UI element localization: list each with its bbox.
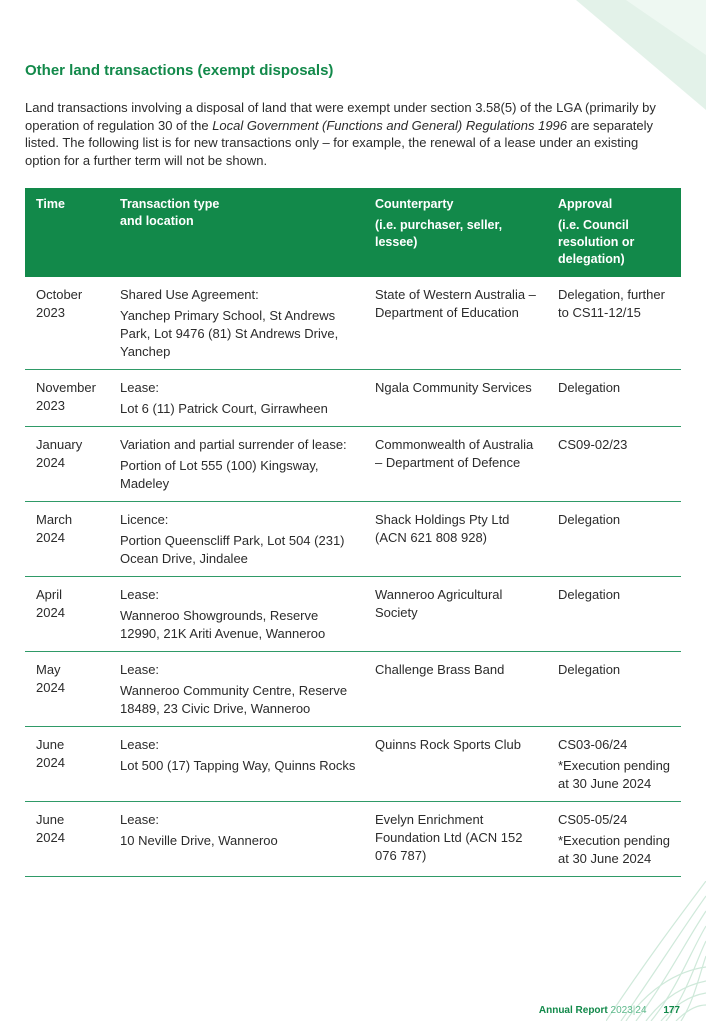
transaction-type: Lease: [120, 380, 160, 395]
time-month: November [36, 380, 96, 395]
cell-counterparty [364, 502, 547, 577]
cell-counterparty [364, 577, 547, 652]
counterparty-name: Wanneroo Agricultural Society [375, 587, 503, 620]
page-footer [539, 1005, 680, 1016]
cell-approval [547, 502, 681, 577]
header-transaction-type: Transaction type and location [120, 197, 220, 228]
exempt-disposals-table [25, 188, 681, 877]
cell-transaction [109, 277, 364, 370]
cell-counterparty [364, 370, 547, 427]
transaction-location: Wanneroo Community Centre, Reserve 18489, 23 Civic Drive, Wanneroo [120, 683, 348, 716]
table-row [25, 277, 681, 370]
cell-time [25, 727, 109, 802]
time-month: January [36, 437, 83, 452]
counterparty-name: Commonwealth of Australia – Department of Defence [375, 437, 534, 470]
transaction-location: Portion Queenscliff Park, Lot 504 (231) Ocean Drive, Jindalee [120, 533, 345, 566]
transaction-location: Yanchep Primary School, St Andrews Park, Lot 9476 (81) St Andrews Drive, Yanchep [120, 308, 339, 359]
intro-paragraph [25, 99, 675, 169]
footer-year-b: 24 [635, 1005, 647, 1016]
transaction-type: Licence: [120, 512, 169, 527]
transaction-location: 10 Neville Drive, Wanneroo [120, 833, 278, 848]
cell-time [25, 502, 109, 577]
cell-transaction [109, 502, 364, 577]
transaction-type: Shared Use Agreement: [120, 287, 259, 302]
cell-transaction [109, 652, 364, 727]
cell-time [25, 577, 109, 652]
table-row [25, 427, 681, 502]
counterparty-name: State of Western Australia – Department of Education [375, 287, 536, 320]
cell-approval [547, 427, 681, 502]
cell-transaction [109, 727, 364, 802]
approval-ref: Delegation [558, 512, 621, 527]
table-header-row [25, 188, 681, 277]
table-row [25, 652, 681, 727]
approval-ref: Delegation [558, 587, 621, 602]
header-counterparty: Counterparty (i.e. purchaser, seller, lessee) [375, 197, 503, 249]
section-title: Other land transactions (exempt disposals) [25, 62, 334, 79]
counterparty-name: Ngala Community Services [375, 380, 532, 395]
transaction-type: Lease: [120, 812, 160, 827]
table-row [25, 802, 681, 877]
footer-year-a: 2023 [610, 1005, 633, 1016]
cell-time [25, 277, 109, 370]
cell-time [25, 370, 109, 427]
intro-text-part2: are separately listed. The following list is for new transactions only – for example, the renewal of a lease under an existing option for a further term will not be shown. [25, 117, 654, 168]
table-row [25, 370, 681, 427]
cell-approval [547, 277, 681, 370]
cell-counterparty [364, 727, 547, 802]
transaction-location: Wanneroo Showgrounds, Reserve 12990, 21K Ariti Avenue, Wanneroo [120, 608, 326, 641]
transaction-type: Lease: [120, 662, 160, 677]
cell-counterparty [364, 427, 547, 502]
cell-approval [547, 652, 681, 727]
intro-text-part1: Land transactions involving a disposal of land that were exempt under section 3.58(5) of the LGA (primarily by operation of regulation 30 of the [25, 100, 656, 133]
cell-counterparty [364, 277, 547, 370]
cell-approval [547, 802, 681, 877]
transaction-location: Lot 6 (11) Patrick Court, Girrawheen [120, 401, 328, 416]
transaction-type: Lease: [120, 587, 160, 602]
table-row [25, 727, 681, 802]
time-year: 2024 [36, 830, 65, 845]
counterparty-name: Evelyn Enrichment Foundation Ltd (ACN 152 076 787) [375, 812, 523, 863]
time-month: June [36, 737, 65, 752]
header-time: Time [36, 197, 65, 211]
transaction-location: Lot 500 (17) Tapping Way, Quinns Rocks [120, 758, 356, 773]
time-month: April [36, 587, 63, 602]
cell-time [25, 802, 109, 877]
approval-ref: CS03-06/24 [558, 737, 628, 752]
cell-approval [547, 370, 681, 427]
footer-label: Annual Report [538, 1005, 608, 1016]
approval-ref: CS05-05/24 [558, 812, 628, 827]
corner-decoration-top [556, 0, 706, 110]
approval-ref: Delegation [558, 380, 621, 395]
approval-ref: CS09-02/23 [558, 437, 628, 452]
cell-transaction [109, 370, 364, 427]
time-year: 2024 [36, 530, 65, 545]
cell-transaction [109, 802, 364, 877]
cell-approval [547, 577, 681, 652]
header-approval: Approval (i.e. Council resolution or delegation) [558, 197, 635, 266]
cell-transaction [109, 427, 364, 502]
time-month: October [36, 287, 83, 302]
time-month: March [36, 512, 73, 527]
table-body [25, 277, 681, 877]
table-row [25, 577, 681, 652]
time-year: 2023 [36, 305, 65, 320]
approval-note: *Execution pending at 30 June 2024 [558, 833, 671, 866]
transaction-type: Lease: [120, 737, 160, 752]
time-month: May [36, 662, 61, 677]
cell-counterparty [364, 802, 547, 877]
table-row [25, 502, 681, 577]
cell-counterparty [364, 652, 547, 727]
cell-time [25, 652, 109, 727]
transaction-type: Variation and partial surrender of lease: [120, 437, 347, 452]
counterparty-name: Quinns Rock Sports Club [375, 737, 521, 752]
corner-pattern-bottom [606, 881, 706, 1021]
approval-note: *Execution pending at 30 June 2024 [558, 758, 671, 791]
time-year: 2024 [36, 680, 65, 695]
time-month: June [36, 812, 65, 827]
transaction-location: Portion of Lot 555 (100) Kingsway, Madeley [120, 458, 319, 491]
cell-approval [547, 727, 681, 802]
counterparty-name: Shack Holdings Pty Ltd (ACN 621 808 928) [375, 512, 510, 545]
page-number: 177 [663, 1005, 680, 1016]
footer-separator: | [632, 1005, 636, 1016]
cell-time [25, 427, 109, 502]
cell-transaction [109, 577, 364, 652]
approval-ref: Delegation [558, 662, 621, 677]
time-year: 2024 [36, 755, 65, 770]
time-year: 2023 [36, 398, 65, 413]
time-year: 2024 [36, 605, 65, 620]
intro-regulation-title: Local Government (Functions and General) Regulations 1996 [212, 117, 568, 133]
time-year: 2024 [36, 455, 65, 470]
approval-ref: Delegation, further to CS11-12/15 [558, 287, 665, 320]
counterparty-name: Challenge Brass Band [375, 662, 505, 677]
